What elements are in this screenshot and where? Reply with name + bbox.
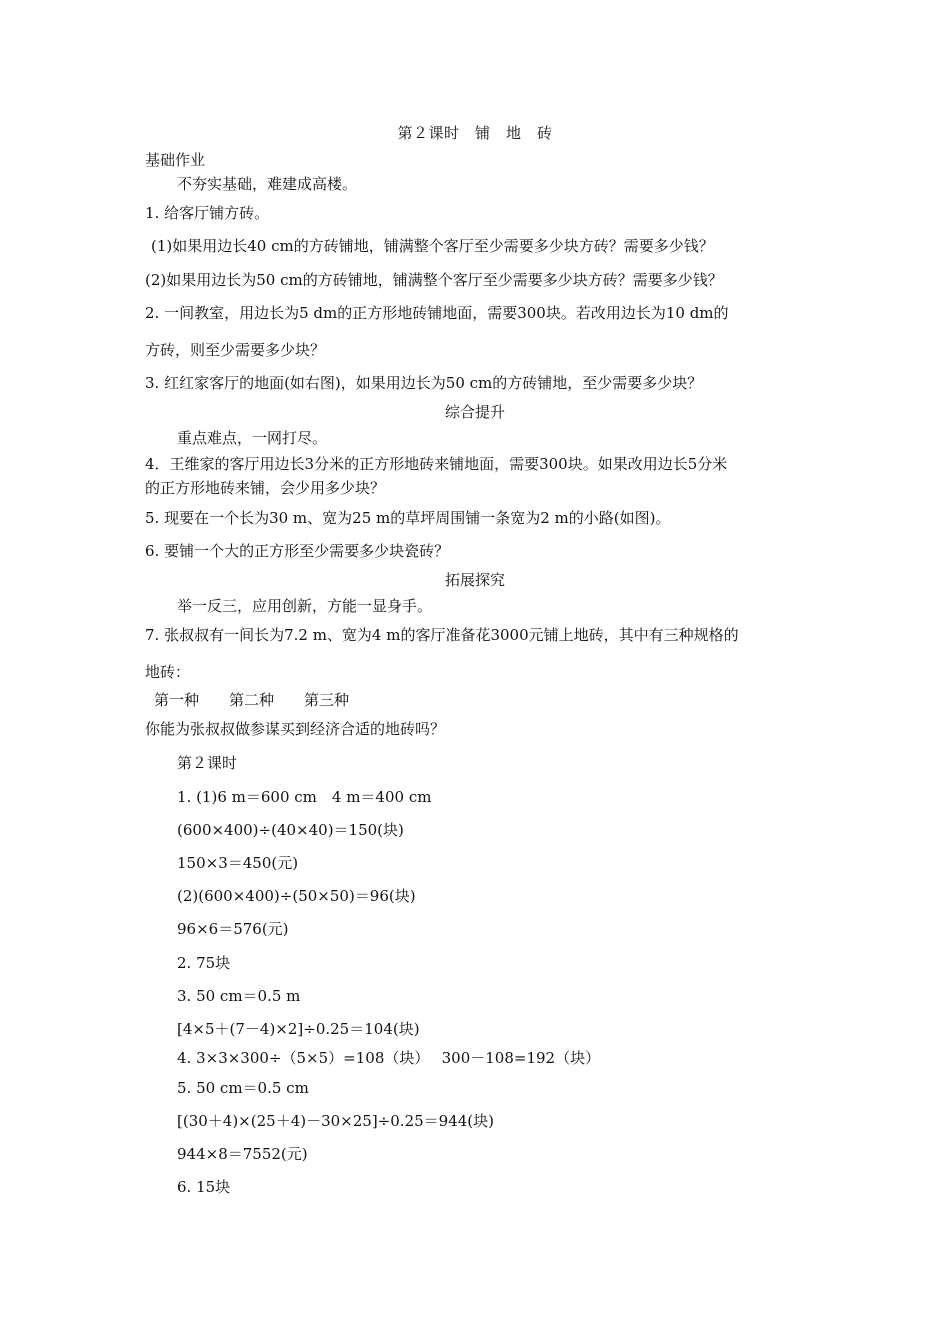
- question-7-line-1: 7. 张叔叔有一间长为7.2 m、宽为4 m的客厅准备花3000元铺上地砖，其中有三种规格的: [145, 626, 739, 644]
- answer-line: (600×400)÷(40×40)＝150(块): [177, 821, 404, 839]
- page-title: 第２课时 铺 地 砖: [397, 124, 553, 142]
- section-motto-basic: 不夯实基础，难建成高楼。: [177, 175, 358, 193]
- tile-kind-3: 第三种: [304, 691, 350, 709]
- tile-kind-1: 第一种: [154, 691, 200, 709]
- answer-line: 5. 50 cm＝0.5 cm: [177, 1079, 309, 1097]
- answer-line: (2)(600×400)÷(50×50)＝96(块): [177, 887, 416, 905]
- section-heading-basic: 基础作业: [145, 151, 206, 169]
- answer-line: [(30＋4)×(25＋4)－30×25]÷0.25＝944(块): [177, 1112, 494, 1130]
- answer-line: 2. 75块: [177, 954, 231, 972]
- answer-line: 150×3＝450(元): [177, 854, 299, 872]
- answer-line: 6. 15块: [177, 1178, 231, 1196]
- question-4-line-2: 的正方形地砖来铺，会少用多少块？: [145, 479, 386, 497]
- section-heading-extension: 拓展探究: [444, 571, 505, 589]
- question-2-line-1: 2. 一间教室，用边长为5 dm的正方形地砖铺地面，需要300块。若改用边长为10 dm的: [145, 304, 729, 322]
- section-heading-comprehensive: 综合提升: [444, 403, 505, 421]
- question-1: 1. 给客厅铺方砖。: [145, 204, 270, 222]
- question-7-line-3: 你能为张叔叔做参谋买到经济合适的地砖吗？: [145, 720, 446, 738]
- tile-kind-2: 第二种: [229, 691, 275, 709]
- answers-heading: 第２课时: [177, 754, 238, 772]
- question-1-part-2: (2)如果用边长为50 cm的方砖铺地，铺满整个客厅至少需要多少块方砖？需要多少钱？: [145, 271, 723, 289]
- question-7-line-2: 地砖：: [145, 663, 191, 681]
- question-5: 5. 现要在一个长为30 m、宽为25 m的草坪周围铺一条宽为2 m的小路(如图)。: [145, 509, 671, 527]
- question-4-line-1: 4．王维家的客厅用边长3分米的正方形地砖来铺地面，需要300块。如果改用边长5分米: [145, 455, 728, 473]
- question-6: 6. 要铺一个大的正方形至少需要多少块瓷砖？: [145, 542, 450, 560]
- question-1-part-1: (1)如果用边长40 cm的方砖铺地，铺满整个客厅至少需要多少块方砖？需要多少钱？: [151, 237, 714, 255]
- section-motto-extension: 举一反三，应用创新，方能一显身手。: [177, 597, 433, 615]
- section-motto-comprehensive: 重点难点，一网打尽。: [177, 429, 328, 447]
- answer-line: 3. 50 cm＝0.5 m: [177, 987, 301, 1005]
- answer-line: [4×5＋(7－4)×2]÷0.25＝104(块): [177, 1020, 420, 1038]
- answer-line: 96×6＝576(元): [177, 920, 289, 938]
- question-3: 3. 红红家客厅的地面(如右图)，如果用边长为50 cm的方砖铺地，至少需要多少块？: [145, 374, 703, 392]
- question-2-line-2: 方砖，则至少需要多少块？: [145, 341, 326, 359]
- answer-line: 1. (1)6 m＝600 cm 4 m＝400 cm: [177, 788, 432, 806]
- answer-line: 4. 3×3×300÷（5×5）=108（块） 300－108=192（块）: [177, 1049, 601, 1067]
- answer-line: 944×8＝7552(元): [177, 1145, 308, 1163]
